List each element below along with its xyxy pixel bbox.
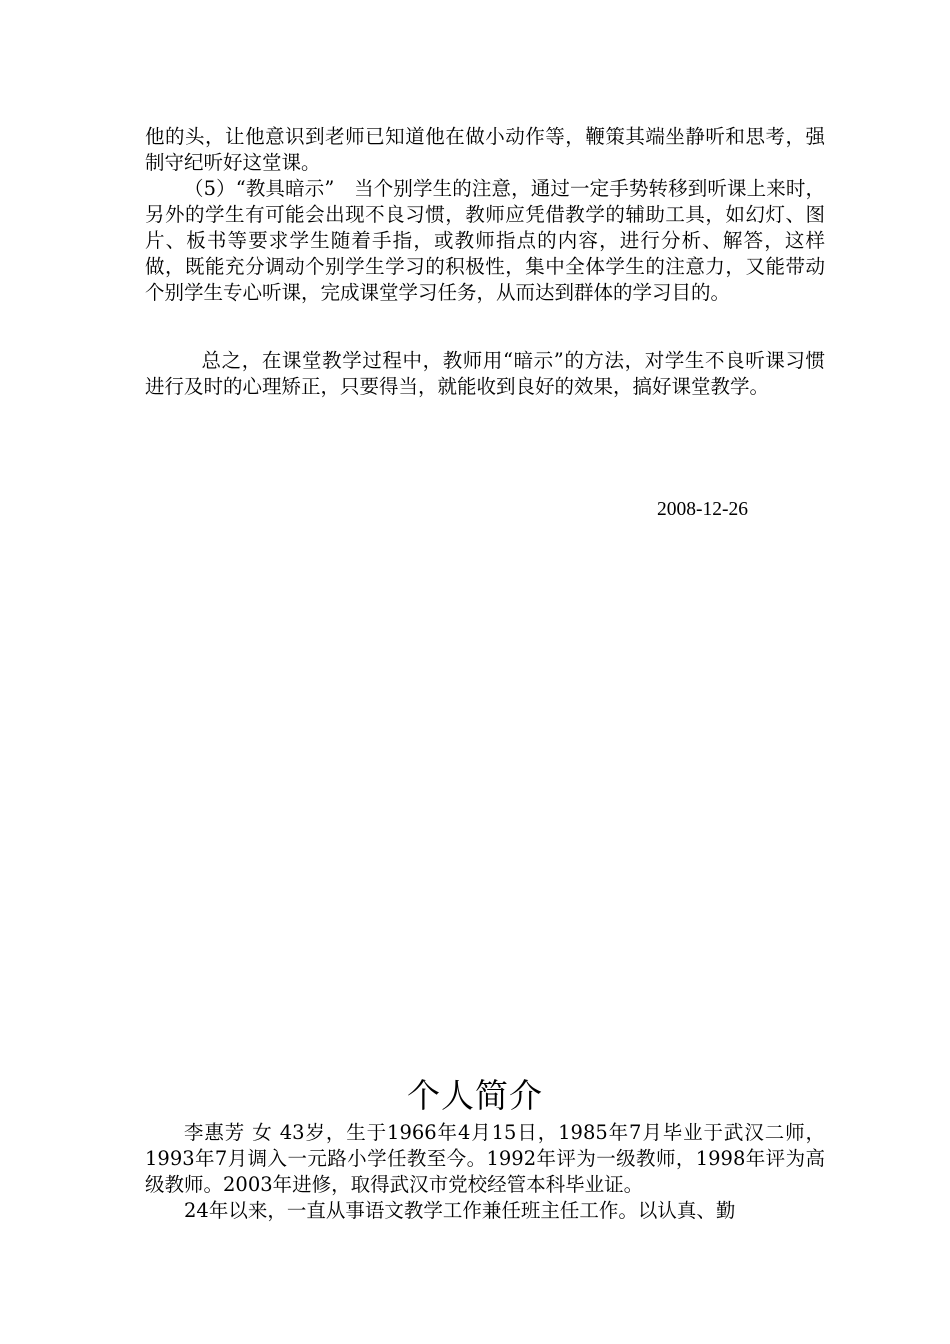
article-paragraph-conclusion: 总之，在课堂教学过程中，教师用“暗示”的方法，对学生不良听课习惯进行及时的心理矫正，只要得当，就能收到良好的效果，搞好课堂教学。 bbox=[145, 349, 825, 398]
article-date: 2008-12-26 bbox=[657, 499, 748, 520]
article-paragraph-continuation: 他的头，让他意识到老师已知道他在做小动作等，鞭策其端坐静听和思考，强制守纪听好这堂课。 bbox=[145, 125, 825, 174]
profile-title: 个人简介 bbox=[407, 1076, 543, 1115]
profile-paragraph-career: 24年以来，一直从事语文教学工作兼任班主任工作。以认真、勤 bbox=[184, 1199, 736, 1222]
article-paragraph-teaching-aid-hint: （5）“教具暗示” 当个别学生的注意，通过一定手势转移到听课上来时，另外的学生有可能会出现不良习惯，教师应凭借教学的辅助工具，如幻灯、图片、板书等要求学生随着手指，或教师指点的内容，进行分析、解答，这样做，既能充分调动个别学生学习的积极性，集中全体学生的注意力，又能带动个别学生专心听课，完成课堂学习任务，从而达到群体的学习目的。 bbox=[145, 177, 825, 304]
profile-paragraph-bio: 李惠芳 女 43岁，生于1966年4月15日，1985年7月毕业于武汉二师，1993年7月调入一元路小学任教至今。1992年评为一级教师，1998年评为高级教师。2003年进修，取得武汉市党校经管本科毕业证。 bbox=[145, 1121, 825, 1196]
